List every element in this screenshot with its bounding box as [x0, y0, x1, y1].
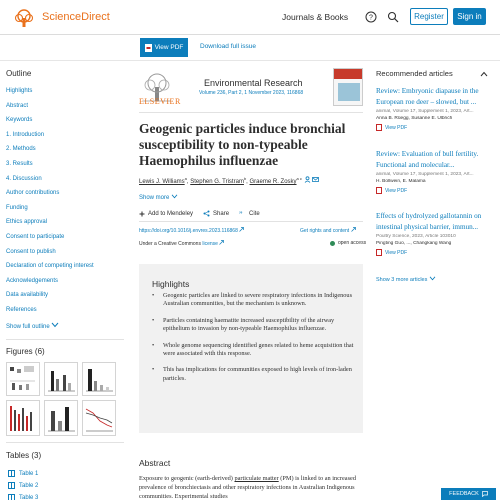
outline-item[interactable]: 2. Methods: [6, 146, 36, 153]
outline-item[interactable]: Author contributions: [6, 190, 60, 197]
pdf-icon: [376, 187, 382, 194]
abstract-text-part: Exposure to geogenic (earth-derived): [139, 475, 235, 482]
feedback-button[interactable]: [441, 488, 496, 500]
table-label: Table 1: [19, 470, 39, 477]
chevron-down-icon: [171, 194, 178, 199]
outline-item[interactable]: Consent to publish: [6, 248, 56, 255]
author-link[interactable]: Lewis J. Williams: [139, 179, 185, 185]
show-more-button[interactable]: [139, 194, 178, 201]
outline-item[interactable]: Declaration of competing interest: [6, 263, 94, 270]
cover-band: [334, 69, 362, 79]
figure-preview-icon: [83, 363, 115, 395]
author-list: Lewis J. Williams$^a$, Stephen G. Tristram$^b$, Graeme R. Zosky$^{a c}$: [139, 176, 319, 185]
table-icon: [8, 470, 15, 477]
view-pdf-label: View PDF: [385, 249, 408, 256]
license-text: [139, 240, 224, 247]
feedback-label: FEEDBACK: [449, 491, 479, 497]
recommended-article: [376, 86, 488, 131]
abstract-text: [139, 474, 363, 500]
recommended-article-authors: Anna B. Rüegg, Susanne E. Ulbrich: [376, 116, 453, 121]
email-icon[interactable]: [312, 176, 319, 183]
divider: [139, 221, 363, 222]
view-pdf-label: View PDF: [385, 187, 408, 194]
chevron-down-icon: [429, 276, 436, 281]
recommended-article: [376, 211, 488, 256]
figure-thumbnail[interactable]: [44, 400, 78, 436]
divider: [0, 60, 500, 61]
recommended-article-authors: Pingting Guo, ..., Changkang Wang: [376, 241, 452, 246]
figure-preview-icon: [7, 401, 39, 435]
figure-thumbnail[interactable]: [44, 362, 78, 396]
author-affiliation: a: [184, 176, 187, 181]
recommended-article-meta: Poultry Science, 2023, Article 103010: [376, 234, 456, 239]
show-full-outline-button[interactable]: [6, 322, 59, 330]
cite-label: Cite: [249, 210, 260, 217]
share-icon: [203, 210, 210, 217]
external-link-icon: [219, 240, 224, 245]
figures-title: Figures (6): [6, 347, 45, 356]
recommended-article: [376, 149, 488, 194]
person-icon[interactable]: [304, 176, 311, 183]
svg-text:?: ?: [369, 14, 373, 22]
show-more-articles-label: Show 3 more articles: [376, 277, 428, 283]
outline-item[interactable]: Highlights: [6, 88, 33, 94]
table-link[interactable]: [8, 482, 38, 489]
external-link-icon: [351, 227, 356, 232]
recommended-article-authors: H. Bollwein, E. Malama: [376, 179, 426, 184]
highlight-item: • Particles containing haematite increased susceptibility of the airway epithelium to invasion by non-typeable Haemophilus influenzae.: [152, 317, 357, 334]
table-link[interactable]: [8, 470, 38, 477]
show-full-outline-label: Show full outline: [6, 324, 50, 330]
cover-art: [338, 83, 360, 101]
figure-thumbnail[interactable]: [6, 362, 40, 396]
recommended-article-meta: animal, Volume 17, Supplement 1, 2023, Art...: [376, 109, 474, 114]
divider: [6, 339, 124, 340]
open-access-badge: [330, 240, 366, 246]
publisher-name[interactable]: ELSEVIER: [139, 97, 181, 106]
tables-title: Tables (3): [6, 451, 42, 460]
recommended-title: Recommended articles: [376, 69, 453, 78]
highlight-item: • Whole genome sequencing identified genes related to heme acquisition that were associated with this response.: [152, 342, 357, 359]
outline-title: Outline: [6, 69, 32, 78]
divider: [139, 112, 363, 113]
abstract-text-part: (PM) is linked to an increased prevalence of bronchiectasis and other respiratory infections in Australian Indigenous communities. Experimental studies: [139, 475, 356, 500]
chevron-down-icon: [51, 322, 59, 328]
outline-item[interactable]: Abstract: [6, 102, 29, 109]
author-affiliation: a c: [296, 176, 302, 181]
signin-button[interactable]: Sign in: [453, 8, 486, 25]
view-pdf-button[interactable]: [140, 38, 188, 57]
figure-preview-icon: [45, 363, 77, 395]
elsevier-tree-logo-icon[interactable]: [10, 8, 38, 28]
feedback-icon: [482, 491, 488, 497]
outline-item[interactable]: Ethics approval: [6, 219, 48, 226]
recommended-article-title[interactable]: Effects of hydrolyzed gallotannin on intestinal physical barrier, immun...: [376, 212, 482, 231]
recommended-article-title[interactable]: Review: Embryonic diapause in the European roe deer – slowed, but ...: [376, 87, 479, 106]
view-pdf-label: View PDF: [385, 124, 408, 131]
pdf-icon: [145, 44, 152, 52]
outline-item[interactable]: 3. Results: [6, 160, 33, 167]
share-label: Share: [213, 210, 230, 217]
table-link[interactable]: [8, 494, 38, 500]
open-access-label: open access: [338, 240, 367, 246]
outline-item[interactable]: Keywords: [6, 117, 33, 124]
author-link[interactable]: Stephen G. Tristram: [190, 179, 244, 185]
journal-title[interactable]: Environmental Research: [204, 78, 303, 88]
help-icon[interactable]: [365, 11, 377, 23]
svg-text:”: ”: [239, 210, 243, 217]
view-pdf-link[interactable]: [376, 249, 488, 256]
journal-cover-image[interactable]: [333, 68, 363, 106]
view-pdf-label: View PDF: [154, 44, 184, 51]
license-link[interactable]: license: [202, 241, 218, 247]
license-prefix: Under a Creative Commons: [139, 241, 201, 247]
cite-button[interactable]: [239, 210, 260, 217]
doi-link[interactable]: [139, 227, 244, 234]
table-label: Table 2: [19, 482, 39, 489]
sciencedirect-brand[interactable]: ScienceDirect: [42, 11, 110, 23]
recommended-article-title[interactable]: Review: Evaluation of bull fertility. Functional and molecular...: [376, 150, 479, 169]
author-link[interactable]: Graeme R. Zosky: [249, 179, 297, 185]
highlight-item: • Geogenic particles are linked to severe respiratory infections in Indigenous Australian communities, but the mechanism is unknown.: [152, 292, 357, 309]
add-to-mendeley-label: Add to Mendeley: [148, 210, 194, 217]
abstract-title: Abstract: [139, 458, 171, 468]
abstract-term-link[interactable]: particulate matter: [234, 475, 279, 482]
divider: [6, 442, 124, 443]
get-rights-link[interactable]: [300, 227, 356, 234]
article-title: Geogenic particles induce bronchial susceptibility to non-typeable Haemophilus influenzae: [139, 121, 346, 168]
show-more-articles-button[interactable]: [376, 276, 436, 283]
search-icon[interactable]: [387, 11, 399, 23]
highlight-item: • This has implications for communities exposed to high levels of iron-laden particles.: [152, 366, 357, 383]
figure-preview-icon: [7, 363, 39, 395]
figure-preview-icon: [45, 401, 77, 435]
share-button[interactable]: [203, 210, 229, 217]
outline-item[interactable]: Data availability: [6, 292, 49, 299]
outline-item[interactable]: Consent to participate: [6, 233, 65, 240]
view-pdf-link[interactable]: [376, 124, 488, 131]
table-label: Table 3: [19, 494, 39, 500]
figure-thumbnail[interactable]: [82, 400, 116, 436]
quote-icon: [239, 210, 246, 217]
view-pdf-link[interactable]: [376, 187, 488, 194]
doi-label: https://doi.org/10.1016/j.envres.2023.116868: [139, 228, 238, 234]
register-button[interactable]: Register: [410, 8, 448, 25]
table-icon: [8, 494, 15, 500]
outline-item[interactable]: 1. Introduction: [6, 131, 45, 138]
external-link-icon: [239, 227, 244, 232]
author-affiliation: b: [243, 176, 247, 181]
figure-preview-icon: [83, 401, 115, 435]
highlights-list: [152, 292, 357, 391]
add-to-mendeley-button[interactable]: [139, 210, 193, 217]
figure-thumbnail[interactable]: [82, 362, 116, 396]
get-rights-label: Get rights and content: [300, 228, 350, 234]
table-icon: [8, 482, 15, 489]
outline-list: [6, 84, 94, 318]
open-access-dot-icon: [330, 241, 335, 246]
outline-item[interactable]: References: [6, 306, 37, 313]
pdf-icon: [376, 249, 382, 256]
outline-item[interactable]: Funding: [6, 204, 28, 211]
pdf-icon: [376, 124, 382, 131]
show-more-label: Show more: [139, 195, 170, 201]
outline-item[interactable]: Acknowledgements: [6, 277, 59, 284]
outline-item[interactable]: 4. Discussion: [6, 175, 42, 182]
plus-icon: [139, 211, 145, 217]
figure-thumbnail[interactable]: [6, 400, 40, 436]
recommended-article-meta: animal, Volume 17, Supplement 1, 2023, Art...: [376, 172, 474, 177]
article-actions: [139, 210, 260, 217]
chevron-up-icon[interactable]: [480, 70, 488, 78]
highlights-title: Highlights: [152, 279, 190, 289]
download-full-issue-link[interactable]: Download full issue: [200, 43, 257, 50]
journals-books-link[interactable]: Journals & Books: [282, 12, 349, 22]
journal-volume[interactable]: Volume 236, Part 2, 1 November 2023, 116868: [199, 90, 304, 96]
